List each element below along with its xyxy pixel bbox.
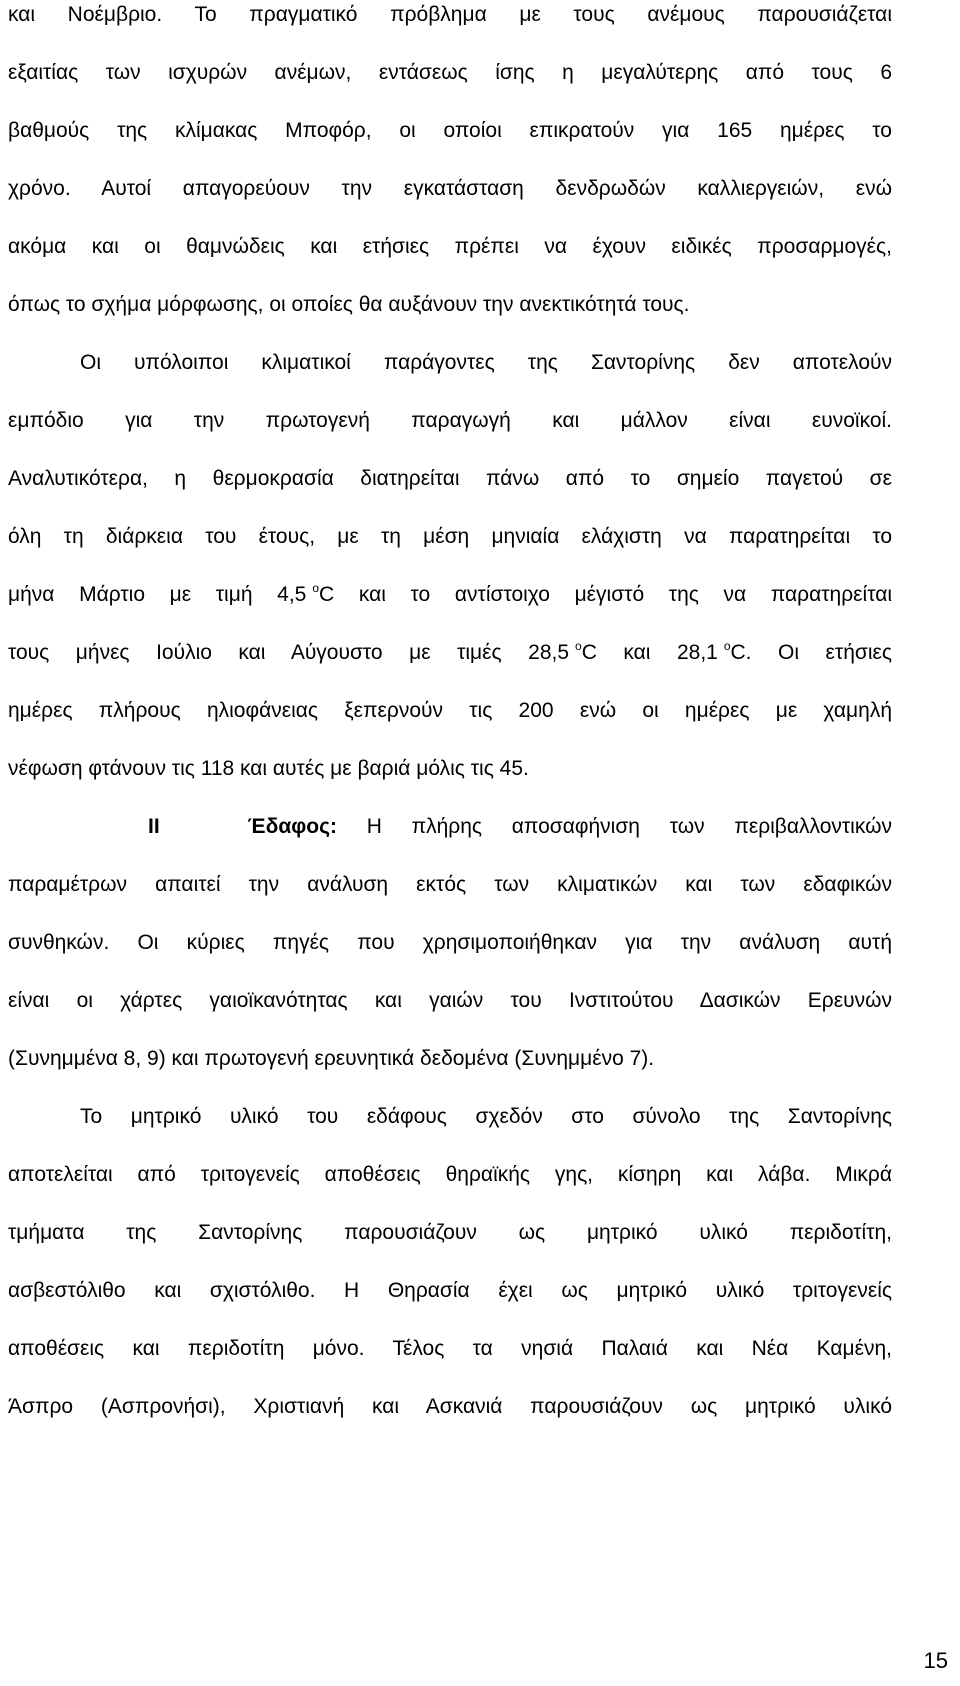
text-line: τμήματα της Σαντορίνης παρουσιάζουν ως μητρικό υλικό περιδοτίτη, <box>8 1221 892 1244</box>
text-line: ασβεστόλιθο και σχιστόλιθο. Η Θηρασία έχει ως μητρικό υλικό τριτογενείς <box>8 1279 892 1302</box>
text-line-with-temperature <box>8 582 892 610</box>
text-line: όλη τη διάρκεια του έτους, με τη μέση μηνιαία ελάχιστη να παρατηρείται το <box>8 525 892 548</box>
text-segment: Η πλήρης αποσαφήνιση των περιβαλλοντικών <box>366 815 892 838</box>
text-line: ακόμα και οι θαμνώδεις και ετήσιες πρέπει να έχουν ειδικές προσαρμογές, <box>8 235 892 258</box>
text-line: παραμέτρων απαιτεί την ανάλυση εκτός των κλιματικών και των εδαφικών <box>8 873 892 896</box>
text-line: αποθέσεις και περιδοτίτη μόνο. Τέλος τα νησιά Παλαιά και Νέα Καμένη, <box>8 1337 892 1360</box>
text-line: Οι υπόλοιποι κλιματικοί παράγοντες της Σαντορίνης δεν αποτελούν <box>80 351 892 374</box>
text-line: (Συνημμένα 8, 9) και πρωτογενή ερευνητικά δεδομένα (Συνημμένο 7). <box>8 1047 655 1070</box>
text-line: και Νοέμβριο. Το πραγματικό πρόβλημα με τους ανέμους παρουσιάζεται <box>8 3 892 26</box>
text-line-with-temperature <box>8 640 892 668</box>
text-line: συνθηκών. Οι κύριες πηγές που χρησιμοποιήθηκαν για την ανάλυση αυτή <box>8 931 892 954</box>
degree-superscript: o <box>312 581 320 595</box>
section-number: II <box>148 815 160 838</box>
degree-superscript: o <box>575 639 582 653</box>
text-line: εξαιτίας των ισχυρών ανέμων, εντάσεως ίσης η μεγαλύτερης από τους 6 <box>8 61 892 84</box>
text-segment: C και 28,1 <box>581 641 718 664</box>
section-heading-line <box>148 814 892 840</box>
text-segment: C. Οι ετήσιες <box>730 641 892 664</box>
text-line: Αναλυτικότερα, η θερμοκρασία διατηρείται πάνω από το σημείο παγετού σε <box>8 467 892 490</box>
degree-superscript: o <box>723 639 731 653</box>
text-line: είναι οι χάρτες γαιοϊκανότητας και γαιών του Ινστιτούτου Δασικών Ερευνών <box>8 989 892 1012</box>
text-line: αποτελείται από τριτογενείς αποθέσεις θηραϊκής γης, κίσηρη και λάβα. Μικρά <box>8 1163 892 1186</box>
page-number: 15 <box>923 1648 948 1673</box>
text-line: νέφωση φτάνουν τις 118 και αυτές με βαριά μόλις τις 45. <box>8 757 529 780</box>
text-line: Το μητρικό υλικό του εδάφους σχεδόν στο σύνολο της Σαντορίνης <box>80 1105 892 1128</box>
text-line: χρόνο. Αυτοί απαγορεύουν την εγκατάσταση δενδρωδών καλλιεργειών, ενώ <box>8 177 892 200</box>
text-segment: μήνα Μάρτιο με τιμή 4,5 <box>8 583 307 606</box>
section-title: Έδαφος: <box>247 815 337 838</box>
text-line: βαθμούς της κλίμακας Μποφόρ, οι οποίοι επικρατούν για 165 ημέρες το <box>8 119 892 142</box>
text-line: εμπόδιο για την πρωτογενή παραγωγή και μάλλον είναι ευνοϊκοί. <box>8 409 892 432</box>
text-line: ημέρες πλήρους ηλιοφάνειας ξεπερνούν τις 200 ενώ οι ημέρες με χαμηλή <box>8 699 892 722</box>
text-segment: τους μήνες Ιούλιο και Αύγουστο με τιμές 28,5 <box>8 641 570 664</box>
text-line: όπως το σχήμα μόρφωσης, οι οποίες θα αυξάνουν την ανεκτικότητά τους. <box>8 293 690 316</box>
text-line: Άσπρο (Ασπρονήσι), Χριστιανή και Ασκανιά παρουσιάζουν ως μητρικό υλικό <box>8 1395 892 1418</box>
text-segment: C και το αντίστοιχο μέγιστό της να παρατηρείται <box>319 583 892 606</box>
